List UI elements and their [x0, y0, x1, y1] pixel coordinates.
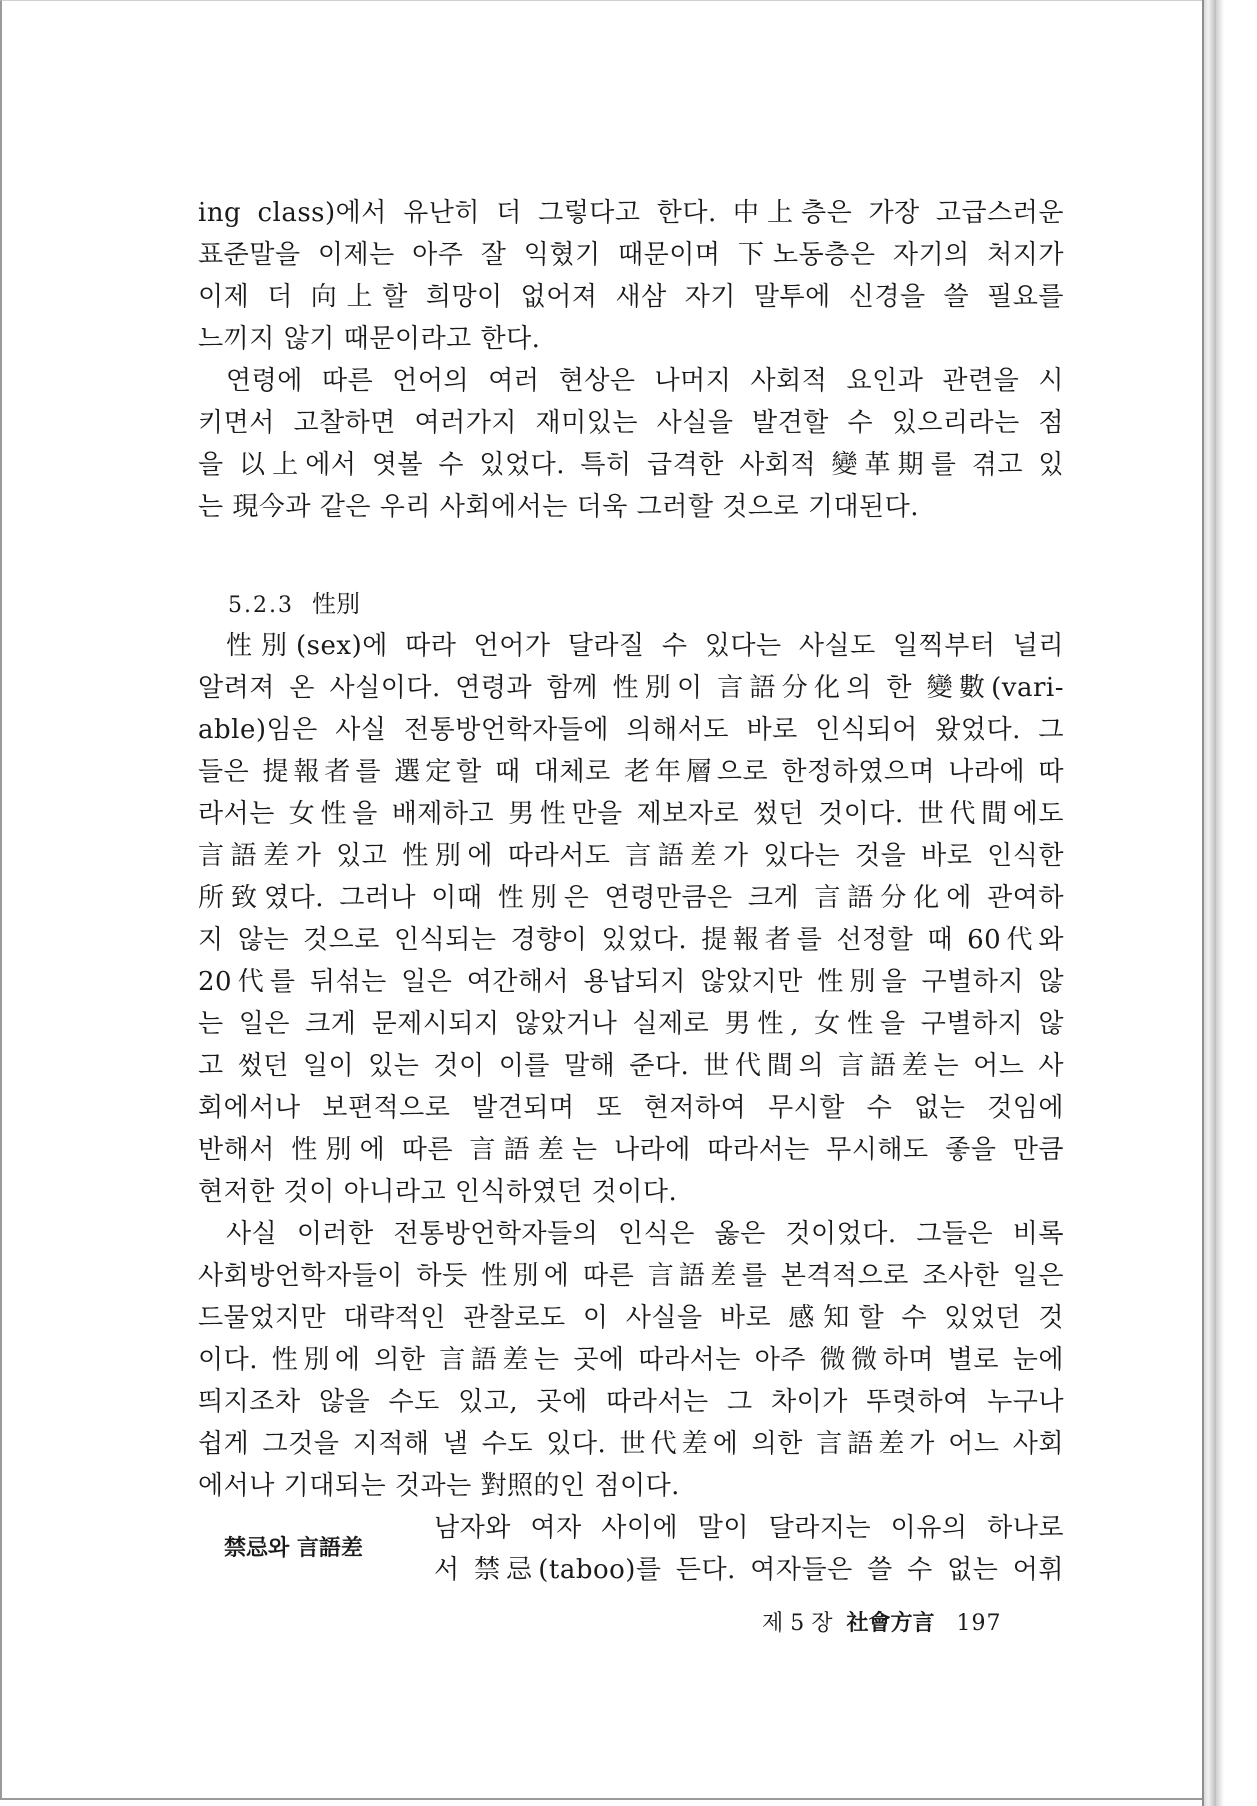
text-line: 性別(sex)에 따라 언어가 달라질 수 있다는 사실도 일찍부터 널리	[226, 631, 1064, 661]
section-number: 5.2.3	[228, 593, 294, 618]
text-line: 남자와 여자 사이에 말이 달라지는 이유의 하나로	[434, 1513, 1064, 1543]
section-title: 性別	[311, 590, 360, 618]
side-heading-label: 禁忌와 言語差	[224, 1535, 363, 1561]
text-line: 느끼지 않기 때문이라고 한다.	[198, 324, 541, 354]
text-line: 표준말을 이제는 아주 잘 익혔기 때문이며 下노동층은 자기의 처지가	[198, 240, 1064, 270]
text-line: 드물었지만 대략적인 관찰로도 이 사실을 바로 感知할 수 있었던 것	[198, 1303, 1064, 1333]
section-heading	[198, 583, 1064, 625]
footer-title: 社會方言	[846, 1610, 935, 1636]
text-line: 들은 提報者를 選定할 때 대체로 老年層으로 한정하였으며 나라에 따	[198, 757, 1064, 787]
page-number: 197	[956, 1611, 1002, 1636]
text-line: 쉽게 그것을 지적해 낼 수도 있다. 世代差에 의한 言語差가 어느 사회	[198, 1429, 1064, 1459]
text-line: 所致였다. 그러나 이때 性別은 연령만큼은 크게 言語分化에 관여하	[198, 883, 1064, 913]
text-line: 이제 더 向上할 희망이 없어져 새삼 자기 말투에 신경을 쓸 필요를	[198, 282, 1064, 312]
text-line: 반해서 性別에 따른 言語差는 나라에 따라서는 무시해도 좋을 만큼	[198, 1135, 1064, 1165]
text-line: 는 現今과 같은 우리 사회에서는 더욱 그러할 것으로 기대된다.	[198, 492, 920, 522]
text-line: able)임은 사실 전통방언학자들에 의해서도 바로 인식되어 왔었다. 그	[198, 715, 1064, 745]
text-line: 키면서 고찰하면 여러가지 재미있는 사실을 발견할 수 있으리라는 점	[198, 408, 1064, 438]
text-line: 言語差가 있고 性別에 따라서도 言語差가 있다는 것을 바로 인식한	[198, 841, 1064, 871]
text-line: 을 以上에서 엿볼 수 있었다. 특히 급격한 사회적 變革期를 겪고 있	[198, 450, 1064, 480]
running-footer	[762, 1605, 1062, 1642]
text-line: 라서는 女性을 배제하고 男性만을 제보자로 썼던 것이다. 世代間에도	[198, 799, 1064, 829]
text-line: 현저한 것이 아니라고 인식하였던 것이다.	[198, 1177, 678, 1207]
paragraph-section-1	[198, 625, 1064, 1213]
footer-chapter: 제 5 장	[762, 1611, 833, 1636]
text-line: 에서나 기대되는 것과는 對照的인 점이다.	[198, 1471, 680, 1501]
text-line: ing class)에서 유난히 더 그렇다고 한다. 中上층은 가장 고급스러운	[198, 198, 1064, 228]
text-line: 서 禁忌(taboo)를 든다. 여자들은 쓸 수 없는 어휘	[434, 1555, 1064, 1585]
text-line: 고 썼던 일이 있는 것이 이를 말해 준다. 世代間의 言語差는 어느 사	[198, 1051, 1064, 1081]
paragraph-section-2	[198, 1213, 1064, 1507]
text-line: 사실 이러한 전통방언학자들의 인식은 옳은 것이었다. 그들은 비록	[226, 1219, 1064, 1249]
page-edge-shadow	[1216, 0, 1224, 1806]
text-line: 사회방언학자들이 하듯 性別에 따른 言語差를 본격적으로 조사한 일은	[198, 1261, 1064, 1291]
text-line: 20代를 뒤섞는 일은 여간해서 용납되지 않았지만 性別을 구별하지 않	[198, 967, 1064, 997]
text-line: 는 일은 크게 문제시되지 않았거나 실제로 男性, 女性을 구별하지 않	[198, 1009, 1064, 1039]
page-content	[198, 192, 1064, 1591]
text-line: 회에서나 보편적으로 발견되며 또 현저하여 무시할 수 없는 것임에	[198, 1093, 1064, 1123]
side-heading-block	[198, 1507, 1064, 1591]
paragraph-top-1	[198, 192, 1064, 360]
text-line: 연령에 따른 언어의 여러 현상은 나머지 사회적 요인과 관련을 시	[226, 366, 1064, 396]
text-line: 알려져 온 사실이다. 연령과 함께 性別이 言語分化의 한 變數(vari-	[198, 673, 1064, 703]
page-edge	[1202, 0, 1216, 1806]
paragraph-top-2	[198, 360, 1064, 528]
side-heading-text	[434, 1507, 1064, 1591]
text-line: 지 않는 것으로 인식되는 경향이 있었다. 提報者를 선정할 때 60代와	[198, 925, 1064, 955]
text-line: 띄지조차 않을 수도 있고, 곳에 따라서는 그 차이가 뚜렷하여 누구나	[198, 1387, 1064, 1417]
text-line: 이다. 性別에 의한 言語差는 곳에 따라서는 아주 微微하며 별로 눈에	[198, 1345, 1064, 1375]
